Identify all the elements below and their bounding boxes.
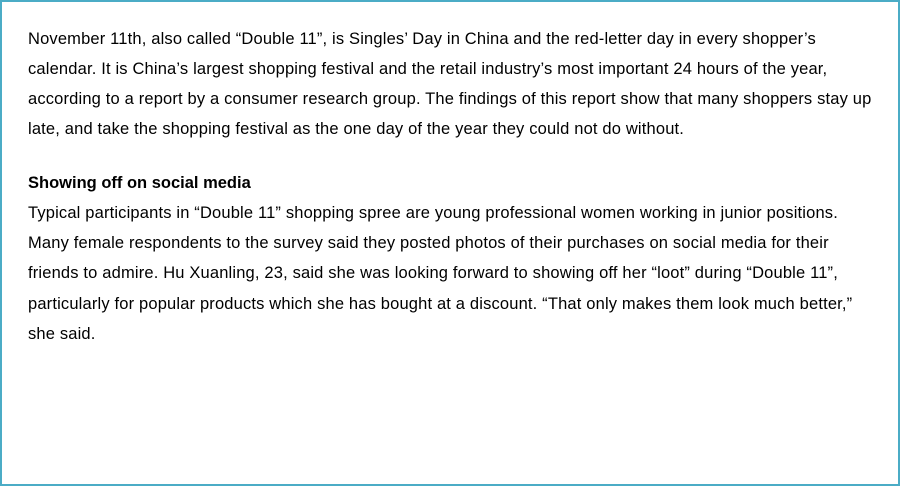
intro-paragraph: November 11th, also called “Double 11”, is Singles’ Day in China and the red-letter day in every shopper’s calendar. It is China’s largest shopping festival and the retail industry’s most important 24 hours of the year, according to a report by a consumer research group. The findings of this report show that many shoppers stay up late, and take the shopping festival as the one day of the year they could not do without. <box>28 30 872 139</box>
body-paragraph: Typical participants in “Double 11” shopping spree are young professional women working in junior positions. Many female respondents to the survey said they posted photos of their purchases on social media for their friends to admire. Hu Xuanling, 23, said she was looking forward to showing off her “loot” during “Double 11”, particularly for popular products which she has bought at a discount. “That only makes them look much better,” she said. <box>28 204 853 343</box>
section-subheading: Showing off on social media <box>28 174 251 193</box>
